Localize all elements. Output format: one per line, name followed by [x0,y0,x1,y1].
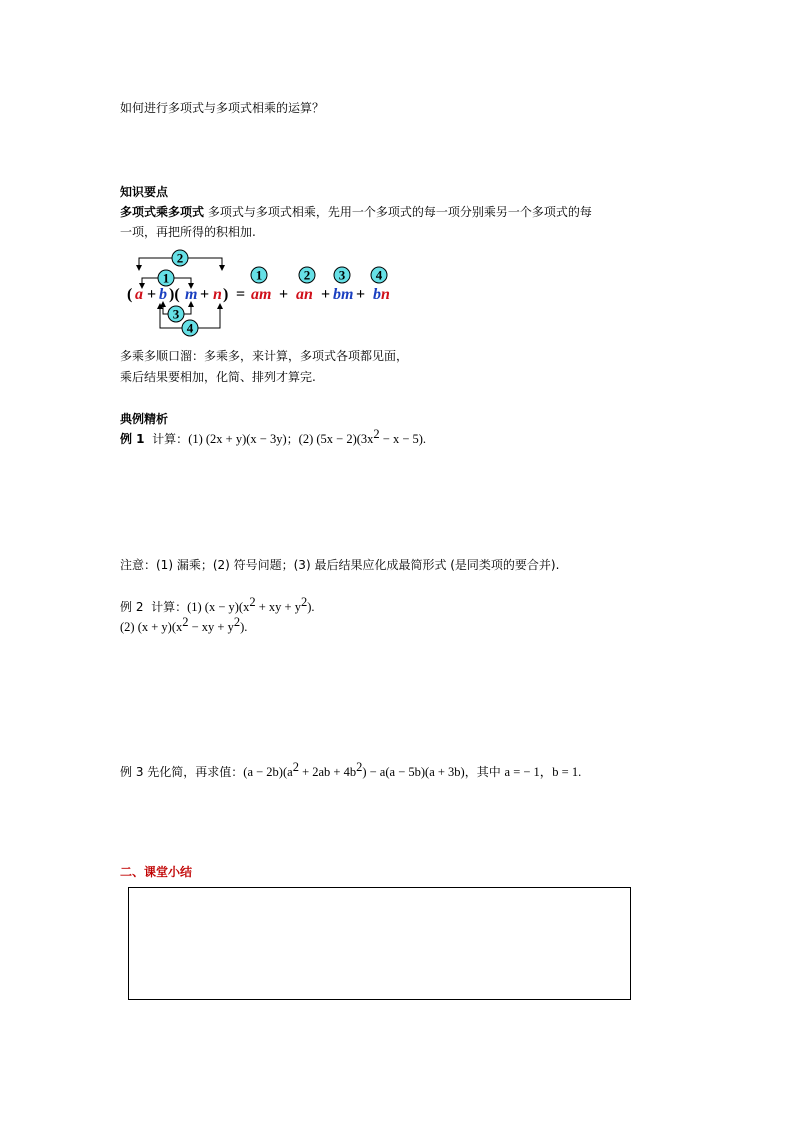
svg-text:2: 2 [176,250,184,266]
term-a: a [135,286,143,303]
badge-2 [172,250,188,266]
svg-text:am: am [251,286,272,303]
rhs-term-4 [371,267,390,303]
svg-text:+: + [147,286,157,303]
rhs-term-2 [296,267,315,303]
badge-4 [182,320,198,336]
summary-heading: 二、课堂小结 [120,865,193,879]
term-m: m [185,286,198,303]
svg-text:): ) [223,286,229,303]
svg-text:bm: bm [333,286,354,303]
svg-text:1: 1 [162,270,170,286]
svg-text:4: 4 [186,320,194,336]
note-text: 注意：(1) 漏乘；(2) 符号问题；(3) 最后结果应化成最简形式 (是同类项的要合并). [120,558,560,572]
example-3: 例 3 先化简，再求值：$(a - 2b)(a^2 + 2ab + 4b^2) - a(a - 5b)(a + 3b)$，其中 a = − 1，b = 1. [120,760,582,779]
plus-1: + [279,286,289,303]
question-text: 如何进行多项式与多项式相乘的运算？ [120,101,325,115]
mnemonic-line-1: 多乘多顺口溜：多乘多，来计算，多项式各项都见面， [120,349,409,363]
example-3-label: 例 3 [120,765,144,779]
mnemonic-line-2: 乘后结果要相加，化简、排列才算完. [120,370,316,384]
badge-3 [168,306,184,322]
plus-3: + [356,286,366,303]
definition-text-1: 多项式与多项式相乘，先用一个多项式的每一项分别乘另一个多项式的每 [207,205,592,219]
equals-sign: = [236,286,246,303]
term-b: b [159,286,167,303]
definition-line-2: 一项，再把所得的积相加. [120,225,256,239]
svg-text:an: an [296,286,313,303]
svg-text:2: 2 [303,267,311,283]
definition-term: 多项式乘多项式 [120,205,205,219]
svg-text:bn: bn [373,286,390,303]
lhs-expression [127,286,245,303]
svg-text:3: 3 [338,267,346,283]
svg-text:)(: )( [169,286,180,303]
example-2-label: 例 2 [120,600,144,614]
svg-text:4: 4 [375,267,383,283]
term-n: n [213,286,222,303]
example-1-label: 例 1 [120,432,145,446]
summary-answer-box[interactable] [128,887,631,1000]
knowledge-heading: 知识要点 [120,185,169,199]
svg-text:3: 3 [172,306,180,322]
svg-text:+: + [200,286,210,303]
definition-line-1 [120,204,592,220]
example-2-line-2: (2) $(x + y)(x^2$ − xy + $y^2$). [120,615,248,634]
badge-1 [158,270,174,286]
examples-heading: 典例精析 [120,412,169,426]
plus-2: + [321,286,331,303]
multiplication-diagram [118,244,418,338]
rhs-term-3 [333,267,353,303]
svg-text:1: 1 [255,267,263,283]
svg-text:(: ( [127,286,133,303]
rhs-term-1 [251,267,271,303]
example-1: 例 1 计算：(1) (2x + y)(x − 3y)；(2) $(5x - 2)(3x^2 - x - 5)$. [120,427,427,446]
example-2-line-1: 例 2 计算：(1) $(x - y)(x^2$ + xy + $y^2$). [120,595,315,614]
